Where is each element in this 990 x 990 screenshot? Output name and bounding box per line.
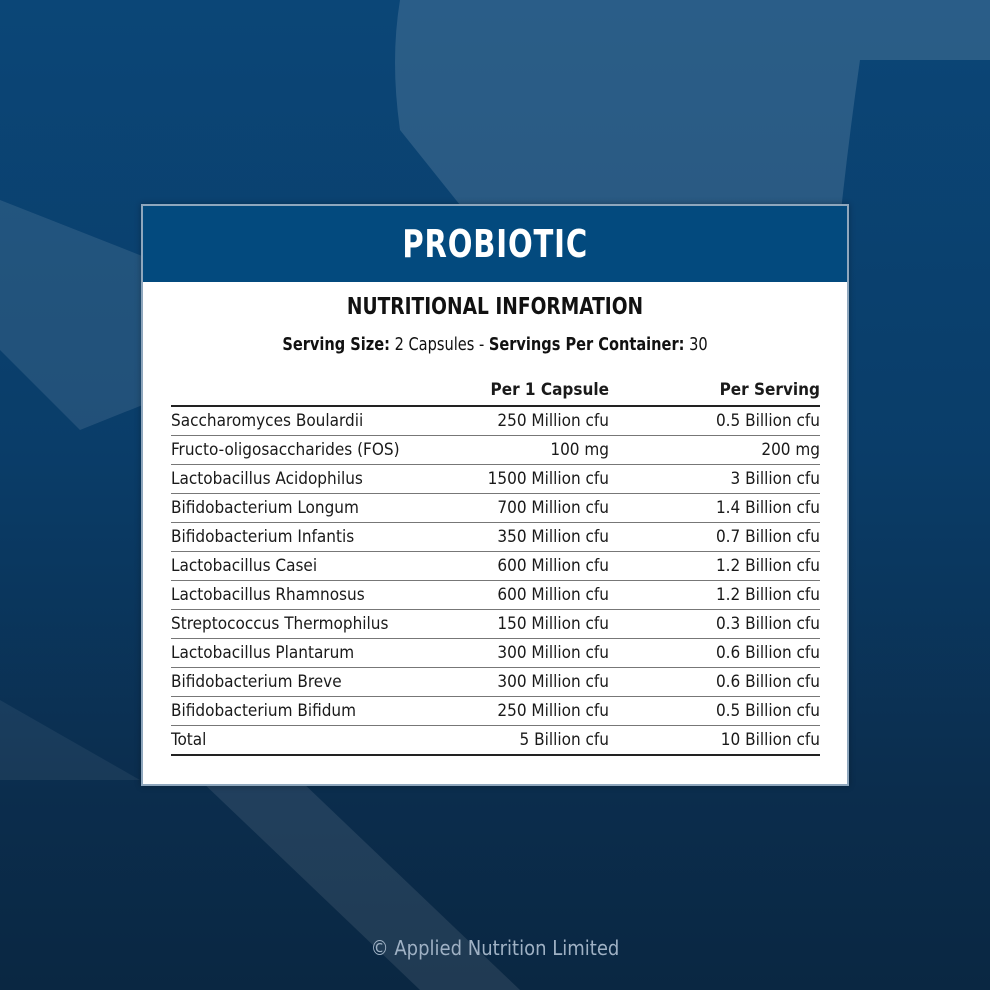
per-capsule-value: 100 mg [461,436,609,465]
per-capsule-value: 250 Million cfu [461,406,609,436]
ingredient-name: Streptococcus Thermophilus [171,610,461,639]
per-serving-value: 0.6 Billion cfu [609,668,820,697]
column-header-ingredient [171,378,461,406]
per-serving-value: 0.7 Billion cfu [609,523,820,552]
ingredient-name: Saccharomyces Boulardii [171,406,461,436]
serving-size-label: Serving Size: [282,334,390,355]
per-serving-value: 0.5 Billion cfu [609,406,820,436]
per-serving-value: 1.2 Billion cfu [609,581,820,610]
title-band [143,206,847,282]
per-capsule-value: 600 Million cfu [461,552,609,581]
column-header-per-serving: Per Serving [609,378,820,406]
table-row [171,697,820,726]
table-row [171,668,820,697]
ingredient-name: Bifidobacterium Breve [171,668,461,697]
ingredient-name: Bifidobacterium Bifidum [171,697,461,726]
ingredient-name: Bifidobacterium Longum [171,494,461,523]
section-heading: NUTRITIONAL INFORMATION [346,294,644,320]
per-serving-value: 10 Billion cfu [609,726,820,756]
per-capsule-value: 700 Million cfu [461,494,609,523]
servings-per-container-value: 30 [684,334,708,355]
ingredient-name: Lactobacillus Plantarum [171,639,461,668]
ingredient-name: Total [171,726,461,756]
nutrition-table [171,378,820,756]
per-capsule-value: 350 Million cfu [461,523,609,552]
per-capsule-value: 1500 Million cfu [461,465,609,494]
table-row [171,639,820,668]
ingredient-name: Lactobacillus Acidophilus [171,465,461,494]
table-row [171,494,820,523]
copyright-footer: © Applied Nutrition Limited [370,936,620,960]
per-serving-value: 1.4 Billion cfu [609,494,820,523]
serving-size-value: 2 Capsules - [389,334,489,355]
ingredient-name: Fructo-oligosaccharides (FOS) [171,436,461,465]
per-capsule-value: 5 Billion cfu [461,726,609,756]
serving-info [178,334,812,355]
column-header-per-capsule: Per 1 Capsule [461,378,609,406]
table-row [171,523,820,552]
bg-shape-left-bottom [0,700,140,780]
ingredient-name: Lactobacillus Casei [171,552,461,581]
table-row [171,552,820,581]
per-capsule-value: 150 Million cfu [461,610,609,639]
table-row [171,436,820,465]
per-serving-value: 1.2 Billion cfu [609,552,820,581]
servings-per-container-label: Servings Per Container: [488,334,685,355]
table-row [171,726,820,756]
per-serving-value: 200 mg [609,436,820,465]
per-capsule-value: 250 Million cfu [461,697,609,726]
per-capsule-value: 600 Million cfu [461,581,609,610]
ingredient-name: Bifidobacterium Infantis [171,523,461,552]
per-capsule-value: 300 Million cfu [461,639,609,668]
ingredient-name: Lactobacillus Rhamnosus [171,581,461,610]
per-capsule-value: 300 Million cfu [461,668,609,697]
table-row [171,465,820,494]
per-serving-value: 0.3 Billion cfu [609,610,820,639]
per-serving-value: 0.6 Billion cfu [609,639,820,668]
table-row [171,581,820,610]
table-row [171,406,820,436]
per-serving-value: 0.5 Billion cfu [609,697,820,726]
table-header-row [171,378,820,406]
nutrition-label-card [141,204,849,786]
per-serving-value: 3 Billion cfu [609,465,820,494]
table-row [171,610,820,639]
product-title: PROBIOTIC [402,222,588,266]
